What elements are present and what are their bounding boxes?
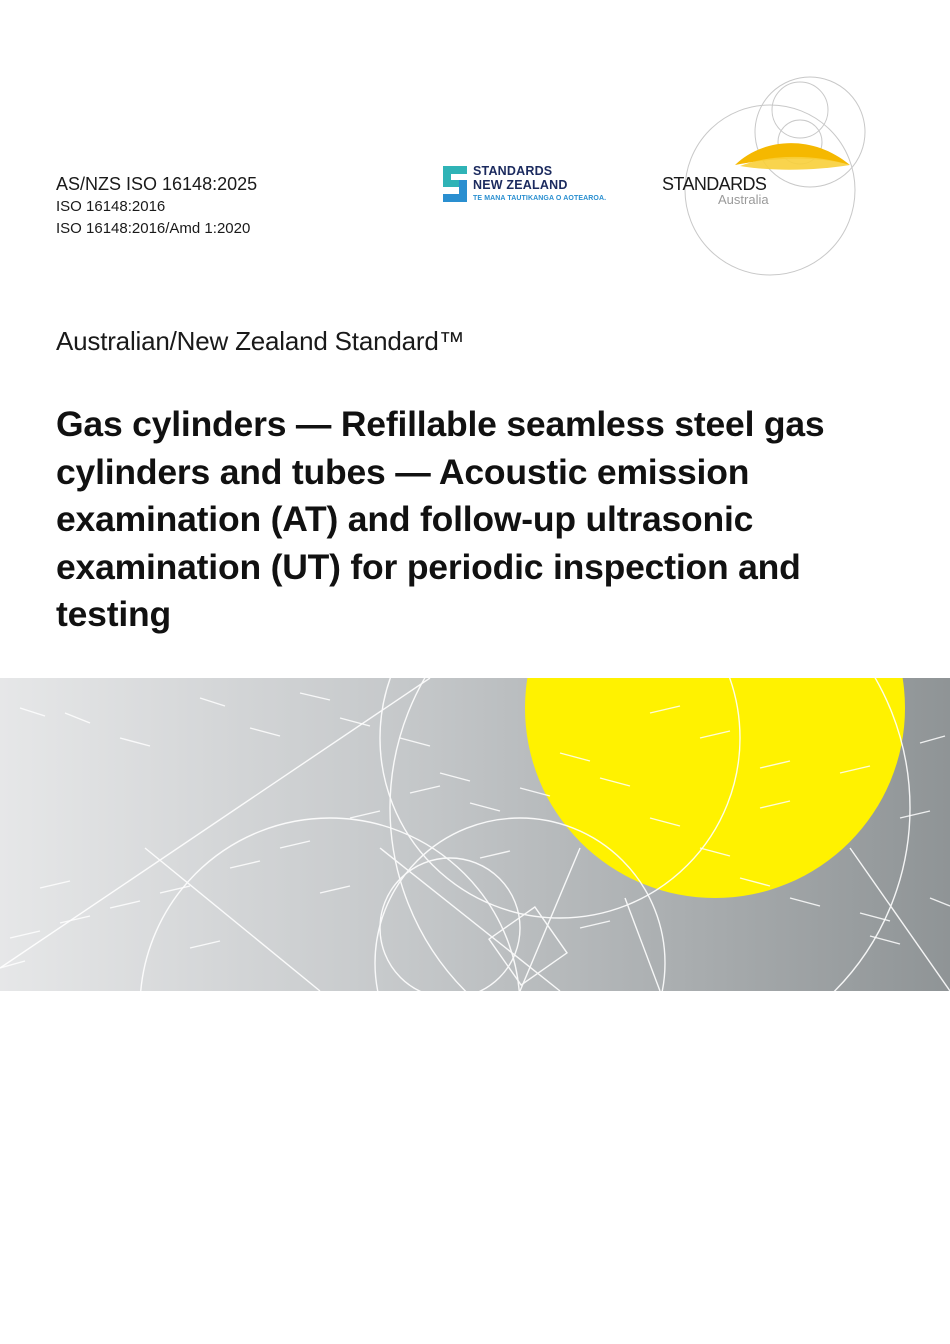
standards-australia-logo <box>650 70 880 285</box>
standards-nz-logo-tagline: TE MANA TAUTIKANGA O AOTEAROA. <box>473 195 607 202</box>
standards-australia-logo-line1: STANDARDS <box>662 174 767 194</box>
document-type: Australian/New Zealand Standard™ <box>56 326 465 356</box>
standard-number: AS/NZS ISO 16148:2025 <box>56 174 258 194</box>
standards-nz-mark-icon <box>443 166 467 202</box>
standards-nz-logo-line1: STANDARDS <box>473 164 553 178</box>
iso-reference: ISO 16148:2016 <box>56 198 166 215</box>
document-title: Gas cylinders — Refillable seamless steel gas cylinders and tubes — Acoustic emission examination (AT) and follow-up ultrasonic examination (UT) for periodic inspection and testing <box>56 404 825 634</box>
decorative-cover-banner <box>0 678 950 991</box>
standards-australia-logo-line2: Australia <box>718 192 769 207</box>
standards-nz-logo-line2: NEW ZEALAND <box>473 178 568 192</box>
standards-nz-logo <box>443 163 643 207</box>
iso-amendment-reference: ISO 16148:2016/Amd 1:2020 <box>56 220 251 237</box>
standard-identifiers <box>56 172 257 240</box>
